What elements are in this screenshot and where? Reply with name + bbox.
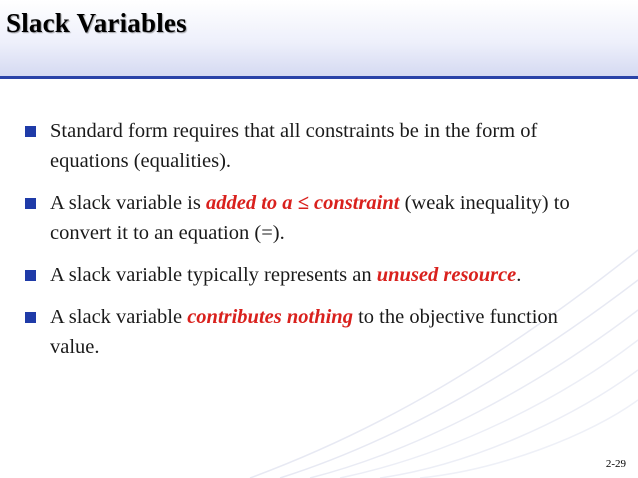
bullet-item xyxy=(20,188,610,248)
slide-title: Slack Variables xyxy=(6,8,187,38)
square-bullet-icon xyxy=(25,312,36,323)
bullet-item xyxy=(20,260,610,290)
highlight-text: added to a ≤ constraint xyxy=(205,192,400,214)
highlight-text: unused resource xyxy=(376,264,517,286)
bullet-text: Standard form requires that all constraints be in the form of equations (equalities). xyxy=(50,120,538,172)
square-bullet-icon xyxy=(25,126,36,137)
bullet-text: A slack variable typically represents an xyxy=(50,264,377,286)
square-bullet-icon xyxy=(25,198,36,209)
bullet-item xyxy=(20,302,610,362)
bullet-text: A slack variable xyxy=(50,306,188,328)
square-bullet-icon xyxy=(25,270,36,281)
bullet-list xyxy=(20,116,610,374)
highlight-text: contributes nothing xyxy=(187,306,353,328)
bullet-text: A slack variable is xyxy=(50,192,206,214)
bullet-text-continued: . xyxy=(516,264,522,286)
bullet-text-continued: to the objective function value. xyxy=(50,306,558,358)
bullet-text-continued: (weak inequality) to convert it to an equation (=). xyxy=(50,192,570,244)
page-number: 2-29 xyxy=(605,458,626,470)
bullet-item xyxy=(20,116,610,176)
